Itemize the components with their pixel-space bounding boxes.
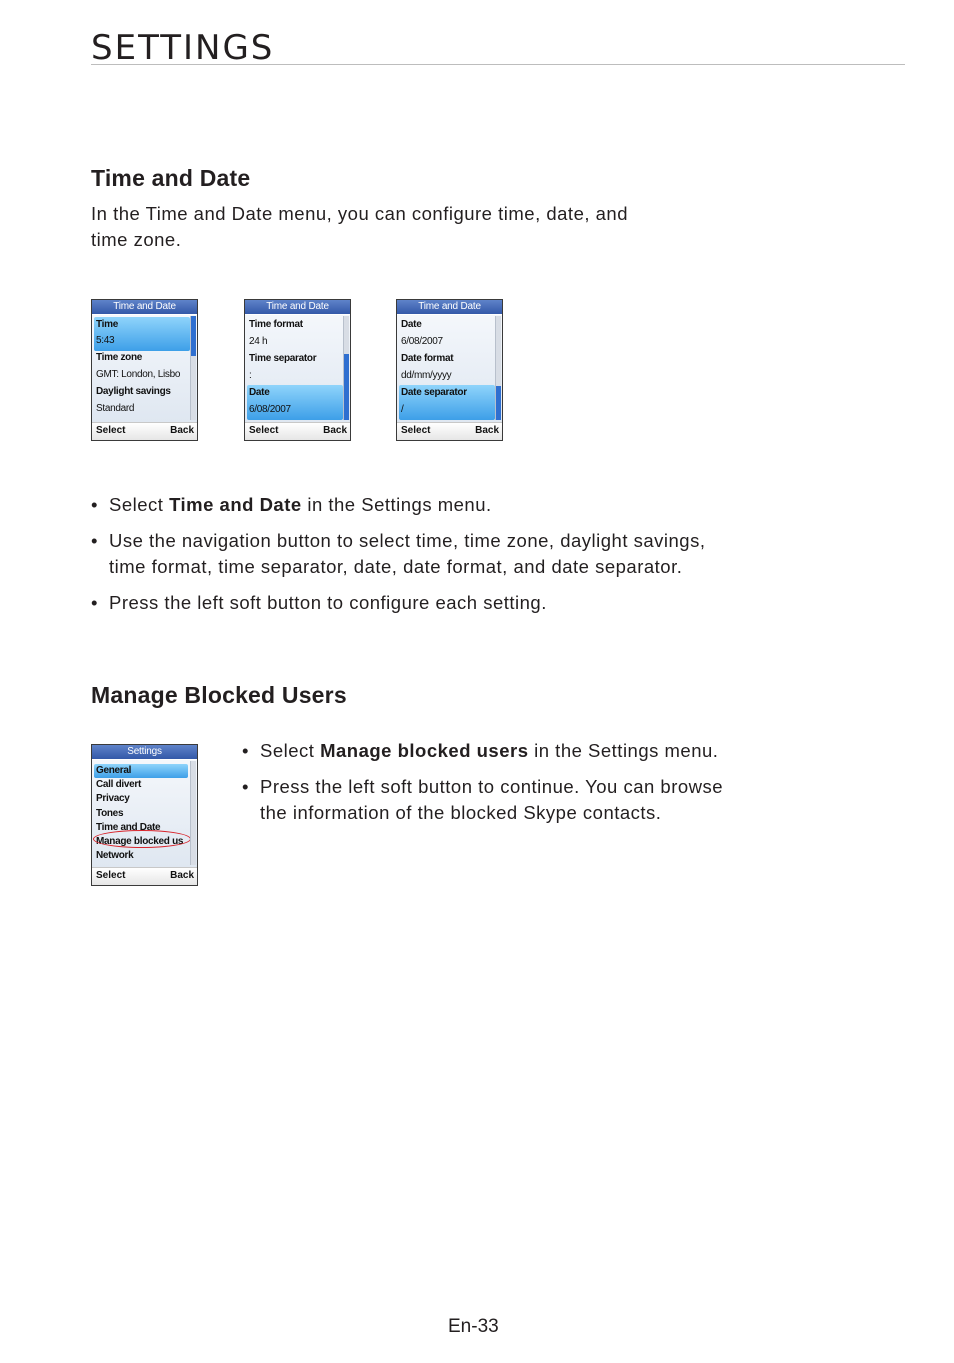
- bullet-text-line-2: the information of the blocked Skype contacts.: [260, 802, 662, 823]
- menu-row: 5:43: [96, 335, 115, 346]
- section-heading-time-and-date: Time and Date: [91, 165, 251, 191]
- section-heading-manage-blocked-users: Manage Blocked Users: [91, 682, 347, 708]
- menu-row: Time and Date: [96, 822, 161, 833]
- bullet-text-pre: Select: [260, 740, 321, 761]
- bullet-text-line-2: time format, time separator, date, date format, and date separator.: [109, 556, 683, 577]
- bullet-text-bold: Time and Date: [169, 494, 302, 515]
- scrollbar-thumb: [344, 354, 349, 420]
- menu-row: Time separator: [249, 353, 317, 364]
- bullet-text-bold: Manage blocked users: [320, 740, 529, 761]
- phone-screen-time-and-date-2: [244, 299, 351, 441]
- bullet-glyph: •: [91, 592, 98, 613]
- softkey-bar: [92, 867, 197, 885]
- menu-row: GMT: London, Lisbo: [96, 369, 181, 380]
- menu-row: Call divert: [96, 779, 142, 790]
- intro-line-1: In the Time and Date menu, you can configure time, date, and: [91, 203, 628, 224]
- scrollbar-thumb: [191, 316, 196, 356]
- softkey-bar: [397, 422, 502, 440]
- list-item: [91, 528, 851, 580]
- menu-row: General: [96, 765, 132, 776]
- softkey-select: Select: [96, 870, 126, 881]
- screen-body: [92, 760, 197, 867]
- menu-row: Network: [96, 850, 134, 861]
- scrollbar: [495, 316, 501, 420]
- screen-title: Time and Date: [397, 300, 502, 314]
- bullet-text-line-1: Use the navigation button to select time, time zone, daylight savings,: [109, 530, 706, 551]
- softkey-bar: [92, 422, 197, 440]
- bullet-glyph: •: [242, 776, 249, 797]
- phone-screen-time-and-date-1: [91, 299, 198, 441]
- menu-row: Date: [249, 387, 270, 398]
- time-and-date-instructions: [91, 492, 851, 626]
- scrollbar-thumb: [496, 386, 501, 420]
- softkey-back: Back: [170, 425, 194, 436]
- menu-row: Time zone: [96, 352, 143, 363]
- list-item: [91, 590, 851, 616]
- menu-row: dd/mm/yyyy: [401, 370, 452, 381]
- screen-title: Settings: [92, 745, 197, 759]
- menu-row: Daylight savings: [96, 386, 171, 397]
- bullet-glyph: •: [91, 530, 98, 551]
- time-and-date-intro: [91, 201, 628, 253]
- list-item: [242, 738, 862, 764]
- screen-title: Time and Date: [92, 300, 197, 314]
- bullet-text-pre: Select: [109, 494, 170, 515]
- bullet-text-post: in the Settings menu.: [301, 494, 492, 515]
- menu-row: Date separator: [401, 387, 467, 398]
- menu-row: 6/08/2007: [249, 404, 291, 415]
- screen-title: Time and Date: [245, 300, 350, 314]
- manage-blocked-users-instructions: [242, 738, 862, 836]
- menu-row: Time: [96, 319, 118, 330]
- bullet-text-post: in the Settings menu.: [528, 740, 719, 761]
- phone-screen-time-and-date-3: [396, 299, 503, 441]
- bullet-glyph: •: [91, 494, 98, 515]
- list-item: [242, 774, 862, 826]
- page-title: SETTINGS: [91, 28, 275, 68]
- bullet-glyph: •: [242, 740, 249, 761]
- menu-row: Date: [401, 319, 422, 330]
- menu-row: Manage blocked us: [96, 836, 184, 847]
- list-item: [91, 492, 851, 518]
- menu-row: Standard: [96, 403, 135, 414]
- phone-screen-settings: [91, 744, 198, 886]
- menu-row: Privacy: [96, 793, 130, 804]
- softkey-back: Back: [323, 425, 347, 436]
- softkey-back: Back: [170, 870, 194, 881]
- screen-body: [92, 315, 197, 422]
- softkey-bar: [245, 422, 350, 440]
- menu-row: 24 h: [249, 336, 268, 347]
- softkey-select: Select: [96, 425, 126, 436]
- menu-row: 6/08/2007: [401, 336, 443, 347]
- highlight-ring: [93, 830, 191, 848]
- intro-line-2: time zone.: [91, 229, 182, 250]
- menu-row: :: [249, 370, 252, 381]
- scrollbar: [343, 316, 349, 420]
- page-number: En-33: [448, 1316, 499, 1337]
- softkey-back: Back: [475, 425, 499, 436]
- softkey-select: Select: [401, 425, 431, 436]
- scrollbar: [190, 316, 196, 420]
- menu-row: Time format: [249, 319, 303, 330]
- menu-row: Tones: [96, 808, 124, 819]
- menu-row: /: [401, 404, 404, 415]
- screen-body: [397, 315, 502, 422]
- screen-body: [245, 315, 350, 422]
- bullet-text-line-1: Press the left soft button to continue. You can browse: [260, 776, 724, 797]
- title-rule: [91, 64, 905, 65]
- menu-row: Date format: [401, 353, 454, 364]
- bullet-text: Press the left soft button to configure each setting.: [109, 592, 547, 613]
- scrollbar: [190, 761, 196, 865]
- softkey-select: Select: [249, 425, 279, 436]
